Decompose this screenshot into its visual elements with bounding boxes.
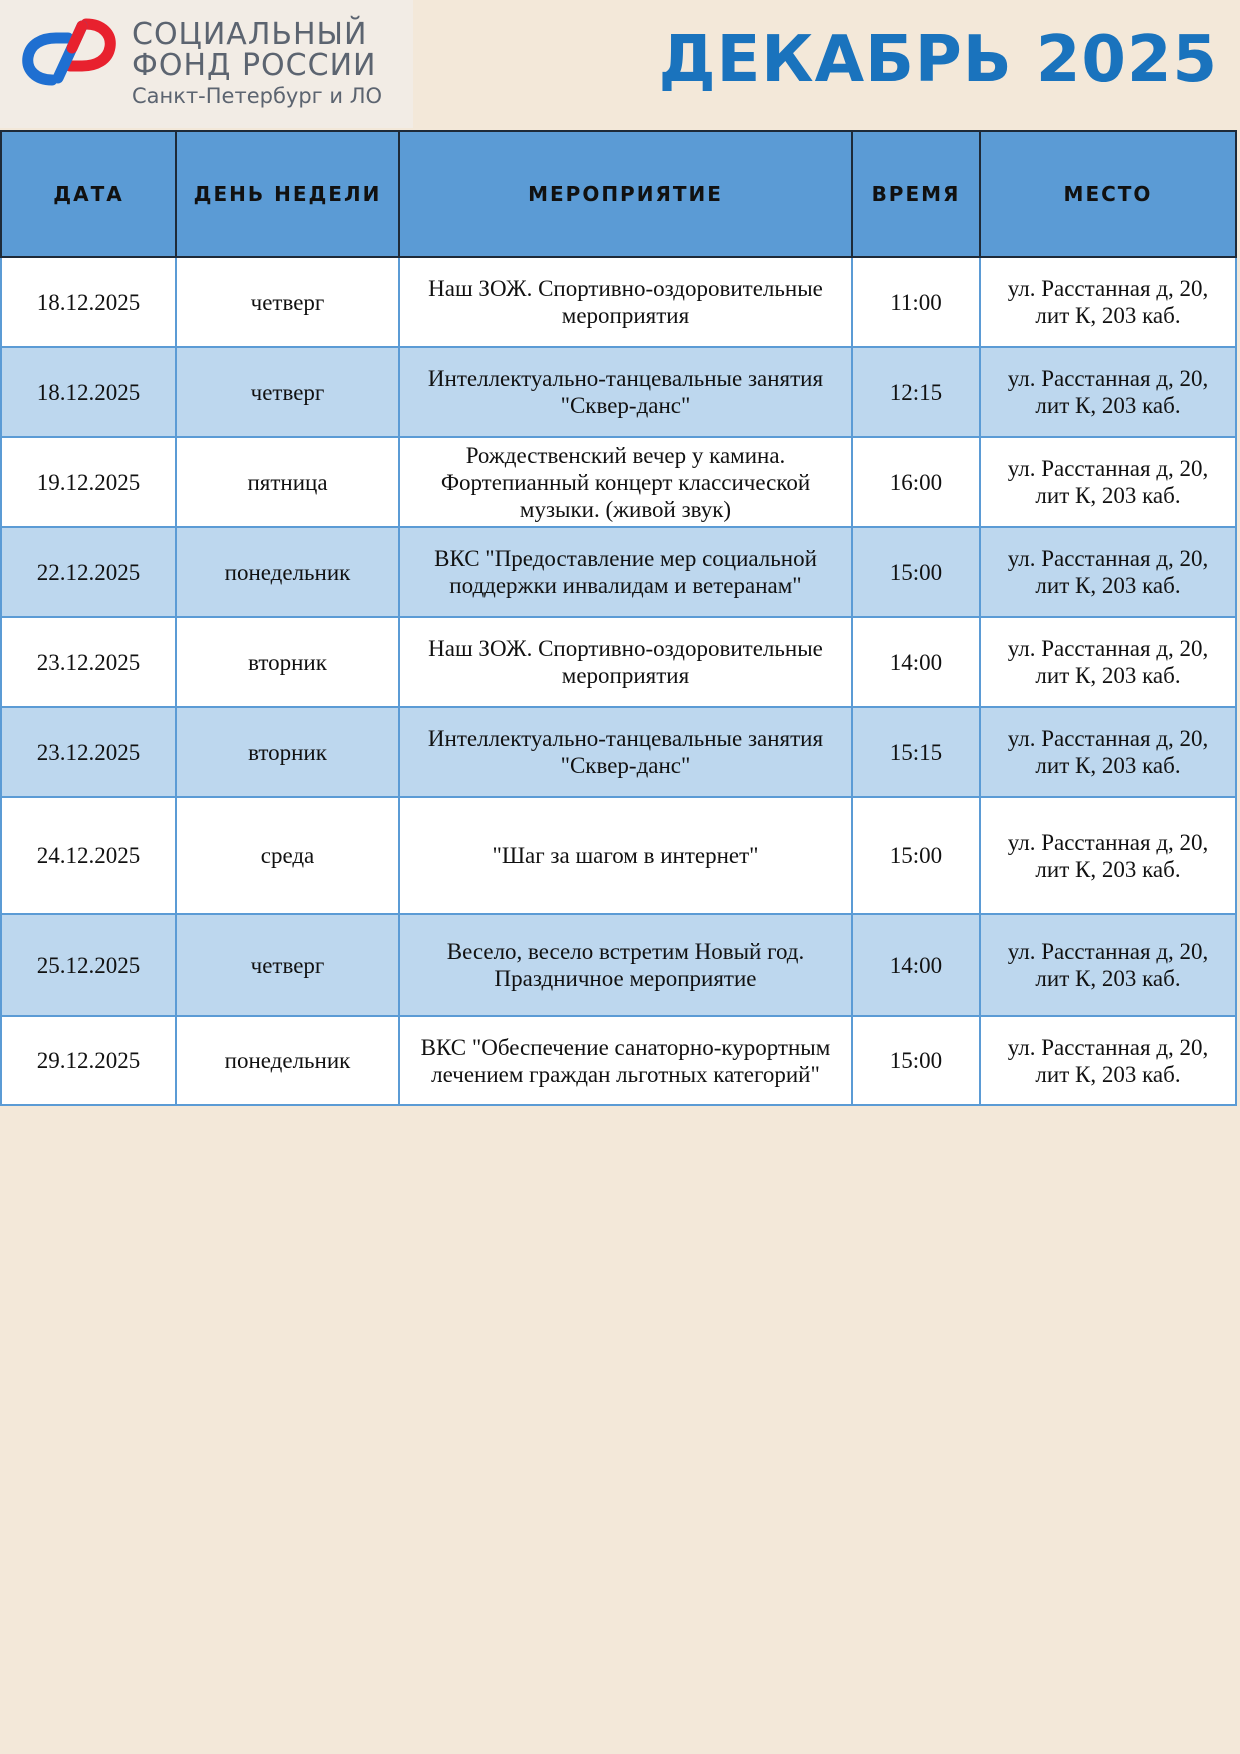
column-header-place: МЕСТО: [980, 131, 1236, 257]
column-header-weekday: ДЕНЬ НЕДЕЛИ: [176, 131, 399, 257]
cell-time: 12:15: [852, 347, 980, 437]
cell-time: 16:00: [852, 437, 980, 527]
cell-event: ВКС "Предоставление мер социальной поддержки инвалидам и ветеранам": [399, 527, 852, 617]
cell-place: ул. Расстанная д, 20, лит К, 203 каб.: [980, 527, 1236, 617]
cell-place: ул. Расстанная д, 20, лит К, 203 каб.: [980, 914, 1236, 1016]
table-row: [1, 707, 1236, 797]
cell-place: ул. Расстанная д, 20, лит К, 203 каб.: [980, 347, 1236, 437]
cell-place: ул. Расстанная д, 20, лит К, 203 каб.: [980, 797, 1236, 914]
table-row: [1, 914, 1236, 1016]
cell-event: ВКС "Обеспечение санаторно-курортным лечением граждан льготных категорий": [399, 1016, 852, 1105]
logo-line-1: СОЦИАЛЬНЫЙ: [132, 17, 368, 52]
cell-weekday: понедельник: [176, 1016, 399, 1105]
column-header-time: ВРЕМЯ: [852, 131, 980, 257]
cell-event: Наш ЗОЖ. Спортивно-оздоровительные мероприятия: [399, 257, 852, 347]
cell-place: ул. Расстанная д, 20, лит К, 203 каб.: [980, 617, 1236, 707]
cell-time: 15:00: [852, 797, 980, 914]
cell-event: Наш ЗОЖ. Спортивно-оздоровительные мероприятия: [399, 617, 852, 707]
table-row: [1, 1016, 1236, 1105]
cell-date: 18.12.2025: [1, 347, 176, 437]
table-row: [1, 257, 1236, 347]
table-row: [1, 617, 1236, 707]
cell-event: "Шаг за шагом в интернет": [399, 797, 852, 914]
table-row: [1, 797, 1236, 914]
cell-weekday: вторник: [176, 707, 399, 797]
cell-weekday: понедельник: [176, 527, 399, 617]
cell-time: 15:00: [852, 1016, 980, 1105]
cell-date: 25.12.2025: [1, 914, 176, 1016]
cell-place: ул. Расстанная д, 20, лит К, 203 каб.: [980, 257, 1236, 347]
sfr-logo-icon: [22, 16, 116, 88]
cell-time: 15:15: [852, 707, 980, 797]
cell-date: 23.12.2025: [1, 617, 176, 707]
cell-event: Рождественский вечер у камина. Фортепианный концерт классической музыки. (живой звук): [399, 437, 852, 527]
cell-place: ул. Расстанная д, 20, лит К, 203 каб.: [980, 437, 1236, 527]
table-row: [1, 347, 1236, 437]
cell-event: Интеллектуально-танцевальные занятия "Сквер-данс": [399, 707, 852, 797]
column-header-date: ДАТА: [1, 131, 176, 257]
cell-event: Весело, весело встретим Новый год. Праздничное мероприятие: [399, 914, 852, 1016]
cell-weekday: среда: [176, 797, 399, 914]
cell-weekday: четверг: [176, 914, 399, 1016]
column-header-event: МЕРОПРИЯТИЕ: [399, 131, 852, 257]
cell-time: 15:00: [852, 527, 980, 617]
cell-place: ул. Расстанная д, 20, лит К, 203 каб.: [980, 1016, 1236, 1105]
sfr-logo-wordmark: [132, 17, 383, 108]
cell-date: 18.12.2025: [1, 257, 176, 347]
sfr-logo: [0, 0, 413, 128]
table-row: [1, 437, 1236, 527]
month-title: ДЕКАБРЬ 2025: [658, 23, 1218, 97]
cell-date: 24.12.2025: [1, 797, 176, 914]
cell-time: 14:00: [852, 914, 980, 1016]
cell-date: 23.12.2025: [1, 707, 176, 797]
cell-place: ул. Расстанная д, 20, лит К, 203 каб.: [980, 707, 1236, 797]
events-schedule-table: [0, 130, 1237, 1106]
table-row: [1, 527, 1236, 617]
cell-date: 29.12.2025: [1, 1016, 176, 1105]
logo-line-2: ФОНД РОССИИ: [132, 48, 377, 83]
cell-weekday: четверг: [176, 257, 399, 347]
cell-weekday: вторник: [176, 617, 399, 707]
table-header-row: [1, 131, 1236, 257]
cell-event: Интеллектуально-танцевальные занятия "Сквер-данс": [399, 347, 852, 437]
cell-date: 22.12.2025: [1, 527, 176, 617]
logo-line-3: Санкт-Петербург и ЛО: [132, 84, 383, 108]
cell-weekday: четверг: [176, 347, 399, 437]
cell-time: 11:00: [852, 257, 980, 347]
page-header: [0, 0, 1240, 130]
cell-time: 14:00: [852, 617, 980, 707]
cell-date: 19.12.2025: [1, 437, 176, 527]
cell-weekday: пятница: [176, 437, 399, 527]
